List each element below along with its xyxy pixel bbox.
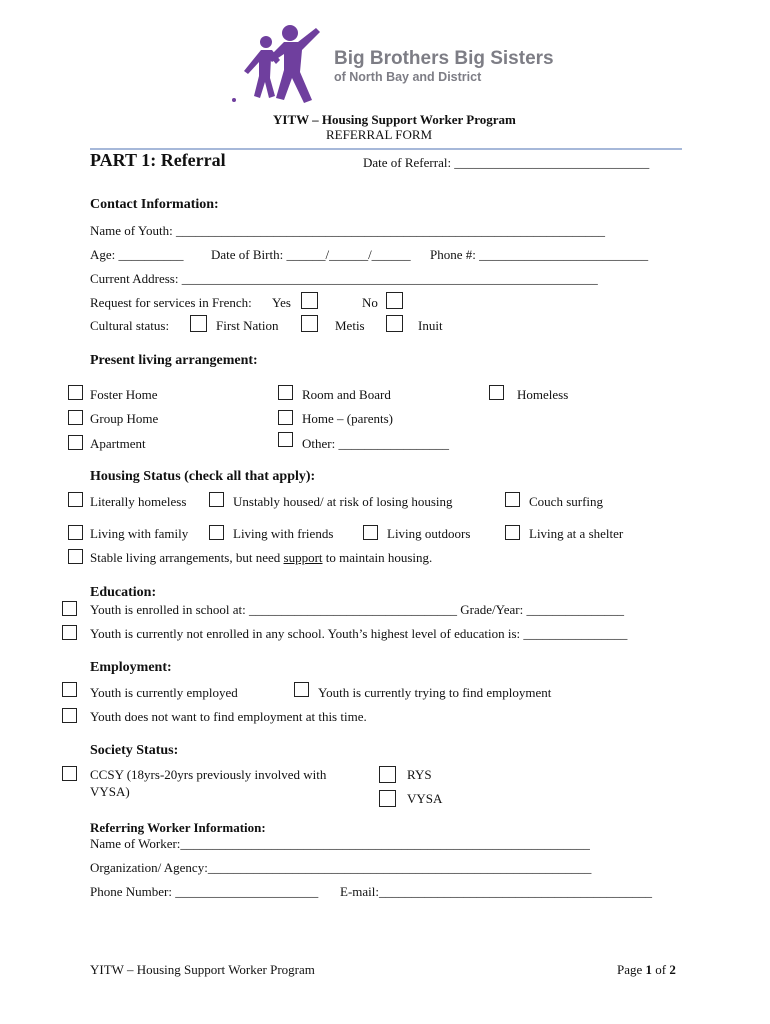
other-field[interactable]: Other: _________________ [302, 436, 449, 451]
metis-label: Metis [335, 318, 365, 333]
room-board-label: Room and Board [302, 387, 391, 402]
worker-name-field[interactable]: Name of Worker:_______________________________________________________________ [90, 836, 590, 851]
living-at-shelter-label: Living at a shelter [529, 526, 624, 541]
literally-homeless-label: Literally homeless [90, 494, 187, 509]
rys-checkbox[interactable] [379, 766, 396, 783]
worker-heading: Referring Worker Information: [90, 820, 266, 835]
first-nation-label: First Nation [216, 318, 279, 333]
vysa-checkbox[interactable] [379, 790, 396, 807]
current-address-field[interactable]: Current Address: ________________________________________________________________ [90, 271, 598, 286]
french-yes-label: Yes [272, 295, 291, 310]
stable-living-support: support [283, 550, 323, 565]
phone-field[interactable]: Phone #: __________________________ [430, 247, 649, 262]
program-title: YITW – Housing Support Worker Program [273, 112, 516, 127]
foster-home-checkbox[interactable] [68, 385, 83, 400]
form-title: REFERRAL FORM [326, 127, 433, 142]
cultural-label: Cultural status: [90, 318, 170, 333]
organization-field[interactable]: Organization/ Agency:___________________________________________________________ [90, 860, 592, 875]
living-with-friends-checkbox[interactable] [209, 525, 224, 540]
stable-living-text-start: Stable living arrangements, but need [90, 550, 284, 565]
enrolled-checkbox[interactable] [62, 601, 77, 616]
french-no-checkbox[interactable] [386, 292, 403, 309]
stable-living-checkbox[interactable] [68, 549, 83, 564]
date-of-birth-field[interactable]: Date of Birth: ______/______/______ [211, 247, 411, 262]
living-with-friends-label: Living with friends [233, 526, 334, 541]
enrolled-field[interactable]: Youth is enrolled in school at: ________________________________ Grade/Year: _______________ [90, 602, 624, 617]
vysa-label: VYSA [407, 791, 443, 806]
trying-employment-checkbox[interactable] [294, 682, 309, 697]
contact-heading: Contact Information: [90, 197, 219, 212]
unstably-housed-label: Unstably housed/ at risk of losing housing [233, 494, 453, 509]
employed-checkbox[interactable] [62, 682, 77, 697]
employment-heading: Employment: [90, 660, 172, 675]
ccsy-checkbox[interactable] [62, 766, 77, 781]
inuit-checkbox[interactable] [386, 315, 403, 332]
inuit-label: Inuit [418, 318, 443, 333]
ccsy-label: CCSY (18yrs-20yrs previously involved with [90, 767, 327, 782]
housing-heading: Housing Status (check all that apply): [90, 469, 316, 484]
page-number [617, 962, 676, 978]
society-heading: Society Status: [90, 743, 179, 758]
living-outdoors-label: Living outdoors [387, 526, 471, 541]
unstably-housed-checkbox[interactable] [209, 492, 224, 507]
room-board-checkbox[interactable] [278, 385, 293, 400]
stable-living-label [90, 550, 432, 566]
employed-label: Youth is currently employed [90, 685, 238, 700]
group-home-checkbox[interactable] [68, 410, 83, 425]
page-current: 1 [645, 962, 653, 977]
worker-email-field[interactable]: E-mail:__________________________________________ [340, 884, 652, 899]
group-home-label: Group Home [90, 411, 159, 426]
french-yes-checkbox[interactable] [301, 292, 318, 309]
home-parents-checkbox[interactable] [278, 410, 293, 425]
couch-surfing-label: Couch surfing [529, 494, 604, 509]
no-employment-checkbox[interactable] [62, 708, 77, 723]
not-enrolled-field[interactable]: Youth is currently not enrolled in any school. Youth’s highest level of education is: ________________ [90, 626, 628, 641]
literally-homeless-checkbox[interactable] [68, 492, 83, 507]
first-nation-checkbox[interactable] [190, 315, 207, 332]
education-heading: Education: [90, 585, 157, 600]
not-enrolled-checkbox[interactable] [62, 625, 77, 640]
logo-figures-icon [228, 20, 328, 106]
page-label: Page [617, 962, 646, 977]
living-at-shelter-checkbox[interactable] [505, 525, 520, 540]
stable-living-text-end: to maintain housing. [322, 550, 433, 565]
name-of-youth-field[interactable]: Name of Youth: __________________________________________________________________ [90, 223, 605, 238]
homeless-checkbox[interactable] [489, 385, 504, 400]
couch-surfing-checkbox[interactable] [505, 492, 520, 507]
logo-title: Big Brothers Big Sisters [334, 48, 554, 69]
metis-checkbox[interactable] [301, 315, 318, 332]
no-employment-label: Youth does not want to find employment at this time. [90, 709, 367, 724]
page-of: of [652, 962, 670, 977]
other-checkbox[interactable] [278, 432, 293, 447]
french-no-label: No [362, 295, 378, 310]
living-heading: Present living arrangement: [90, 353, 258, 368]
worker-phone-field[interactable]: Phone Number: ______________________ [90, 884, 319, 899]
home-parents-label: Home – (parents) [302, 411, 393, 426]
living-with-family-label: Living with family [90, 526, 189, 541]
age-field[interactable]: Age: __________ [90, 247, 184, 262]
logo [228, 20, 554, 110]
rys-label: RYS [407, 767, 432, 782]
foster-home-label: Foster Home [90, 387, 158, 402]
date-of-referral-field[interactable]: Date of Referral: ______________________________ [363, 155, 650, 170]
ccsy-label-line2: VYSA) [90, 784, 130, 799]
living-outdoors-checkbox[interactable] [363, 525, 378, 540]
trying-employment-label: Youth is currently trying to find employment [318, 685, 552, 700]
logo-subtitle: of North Bay and District [334, 70, 482, 84]
apartment-label: Apartment [90, 436, 146, 451]
part-title: PART 1: Referral [90, 150, 226, 170]
footer-program: YITW – Housing Support Worker Program [90, 962, 315, 977]
page-total: 2 [669, 962, 676, 977]
living-with-family-checkbox[interactable] [68, 525, 83, 540]
apartment-checkbox[interactable] [68, 435, 83, 450]
homeless-label: Homeless [517, 387, 569, 402]
french-label: Request for services in French: [90, 295, 252, 310]
